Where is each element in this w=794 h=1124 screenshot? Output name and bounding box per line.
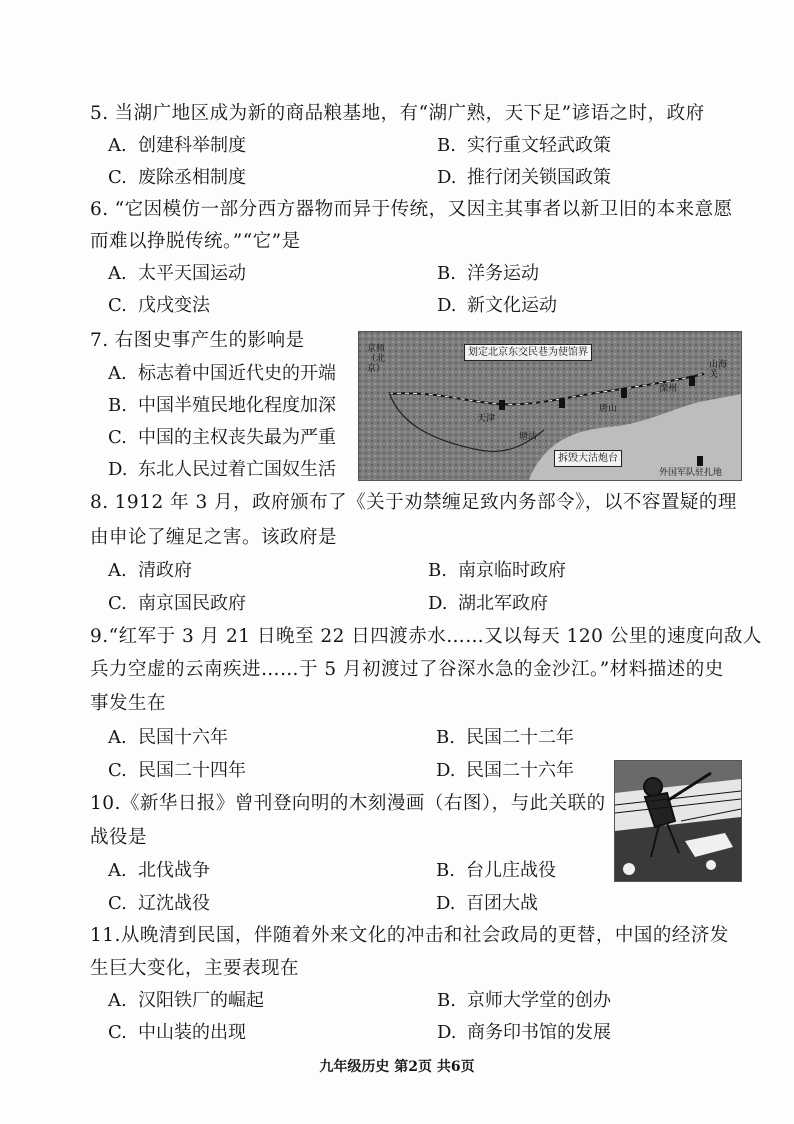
question-9-option-c[interactable]: C. 民国二十四年 [108,760,246,781]
question-number: 8. [90,492,109,513]
question-7-option-b[interactable]: B. 中国半殖民地化程度加深 [108,395,336,416]
page-footer: 九年级历史 第2页 共6页 [319,1059,475,1075]
question-10-option-a[interactable]: A. 北伐战争 [108,860,210,881]
question-7-option-c[interactable]: C. 中国的主权丧失最为严重 [108,427,336,448]
question-11-stem-line-2: 生巨大变化，主要表现在 [90,958,300,979]
map-city-luanzhou: 滦州 [659,384,678,394]
question-9-stem-line-1: 9.“红军于 3 月 21 日晚至 22 日四渡赤水……又以每天 120 公里的速度向敌人 [90,626,762,647]
question-number: 7. [90,330,109,351]
question-number: 11. [90,925,121,946]
question-8-option-b[interactable]: B. 南京临时政府 [428,560,566,581]
question-5-option-a[interactable]: A. 创建科举制度 [108,135,246,156]
question-7-option-a[interactable]: A. 标志着中国近代史的开端 [108,363,336,384]
garrison-marker [499,400,505,410]
question-9-stem-line-3: 事发生在 [90,693,167,714]
question-number: 9. [90,626,109,647]
question-10-option-c[interactable]: C. 辽沈战役 [108,893,210,914]
question-6-option-d[interactable]: D. 新文化运动 [437,295,557,316]
question-9-stem-line-2: 兵力空虚的云南疾进……于 5 月初渡过了谷深水急的金沙江。”材料描述的史 [90,659,724,680]
woodcut-cartoon-figure [614,760,742,882]
question-9-option-d[interactable]: D. 民国二十六年 [436,760,574,781]
question-6-stem-line-2: 而难以挣脱传统。”“它”是 [90,231,301,252]
question-7-stem-line-1: 7. 右图史事产生的影响是 [90,330,305,351]
garrison-marker [689,376,695,386]
question-10-option-d[interactable]: D. 百团大战 [436,893,538,914]
question-8-stem-line-1: 8. 1912 年 3 月，政府颁布了《关于劝禁缠足致内务部令》，以不容置疑的理 [90,492,737,513]
question-11-option-c[interactable]: C. 中山装的出现 [108,1022,246,1043]
question-5-option-d[interactable]: D. 推行闭关锁国政策 [437,167,611,188]
map-legend-label: 外国军队驻扎地 [659,468,723,478]
map-city-tangshan: 唐山 [599,404,618,414]
question-11-stem-line-1: 11.从晚清到民国，伴随着外来文化的冲击和社会政局的更替，中国的经济发 [90,925,729,946]
question-11-option-b[interactable]: B. 京师大学堂的创办 [437,990,611,1011]
map-city-beijing: 京师（北京） [367,344,386,374]
legend-garrison-icon [697,456,703,466]
question-number: 10. [90,793,121,814]
question-number: 5. [90,103,109,124]
boxer-protocol-map-figure [358,331,742,481]
question-9-option-b[interactable]: B. 民国二十二年 [436,727,574,748]
map-label-dagu-forts: 拆毁大沽炮台 [554,450,622,467]
question-6-option-a[interactable]: A. 太平天国运动 [108,263,246,284]
garrison-marker [559,398,565,408]
question-5-stem-line-1: 5. 当湖广地区成为新的商品粮基地，有“湖广熟，天下足”谚语之时，政府 [90,103,705,124]
map-city-tianjin: 天津 [477,414,496,424]
question-7-option-d[interactable]: D. 东北人民过着亡国奴生活 [108,459,336,480]
question-10-stem-line-1: 10.《新华日报》曾刊登向明的木刻漫画（右图），与此关联的 [90,793,606,814]
garrison-marker [621,388,627,398]
question-10-stem-line-2: 战役是 [90,827,148,848]
question-6-option-c[interactable]: C. 戊戌变法 [108,295,210,316]
map-city-shanhaiguan: 山海关 [709,360,728,380]
question-9-option-a[interactable]: A. 民国十六年 [108,727,228,748]
question-5-option-c[interactable]: C. 废除丞相制度 [108,167,246,188]
question-10-option-b[interactable]: B. 台儿庄战役 [436,860,556,881]
map-label-legation-quarter: 划定北京东交民巷为使馆界 [464,344,592,361]
map-city-tanggu: 塘沽 [519,432,538,442]
question-11-option-a[interactable]: A. 汉阳铁厂的崛起 [108,990,264,1011]
woodcut-illustration [615,761,741,881]
question-6-option-b[interactable]: B. 洋务运动 [437,263,539,284]
question-number: 6. [90,199,109,220]
question-8-stem-line-2: 由申论了缠足之害。该政府是 [90,527,338,548]
question-8-option-a[interactable]: A. 清政府 [108,560,192,581]
question-8-option-c[interactable]: C. 南京国民政府 [108,593,246,614]
question-5-option-b[interactable]: B. 实行重文轻武政策 [437,135,611,156]
question-6-stem-line-1: 6. “它因模仿一部分西方器物而异于传统，又因主其事者以新卫旧的本来意愿 [90,199,733,220]
question-8-option-d[interactable]: D. 湖北军政府 [428,593,548,614]
question-11-option-d[interactable]: D. 商务印书馆的发展 [437,1022,611,1043]
